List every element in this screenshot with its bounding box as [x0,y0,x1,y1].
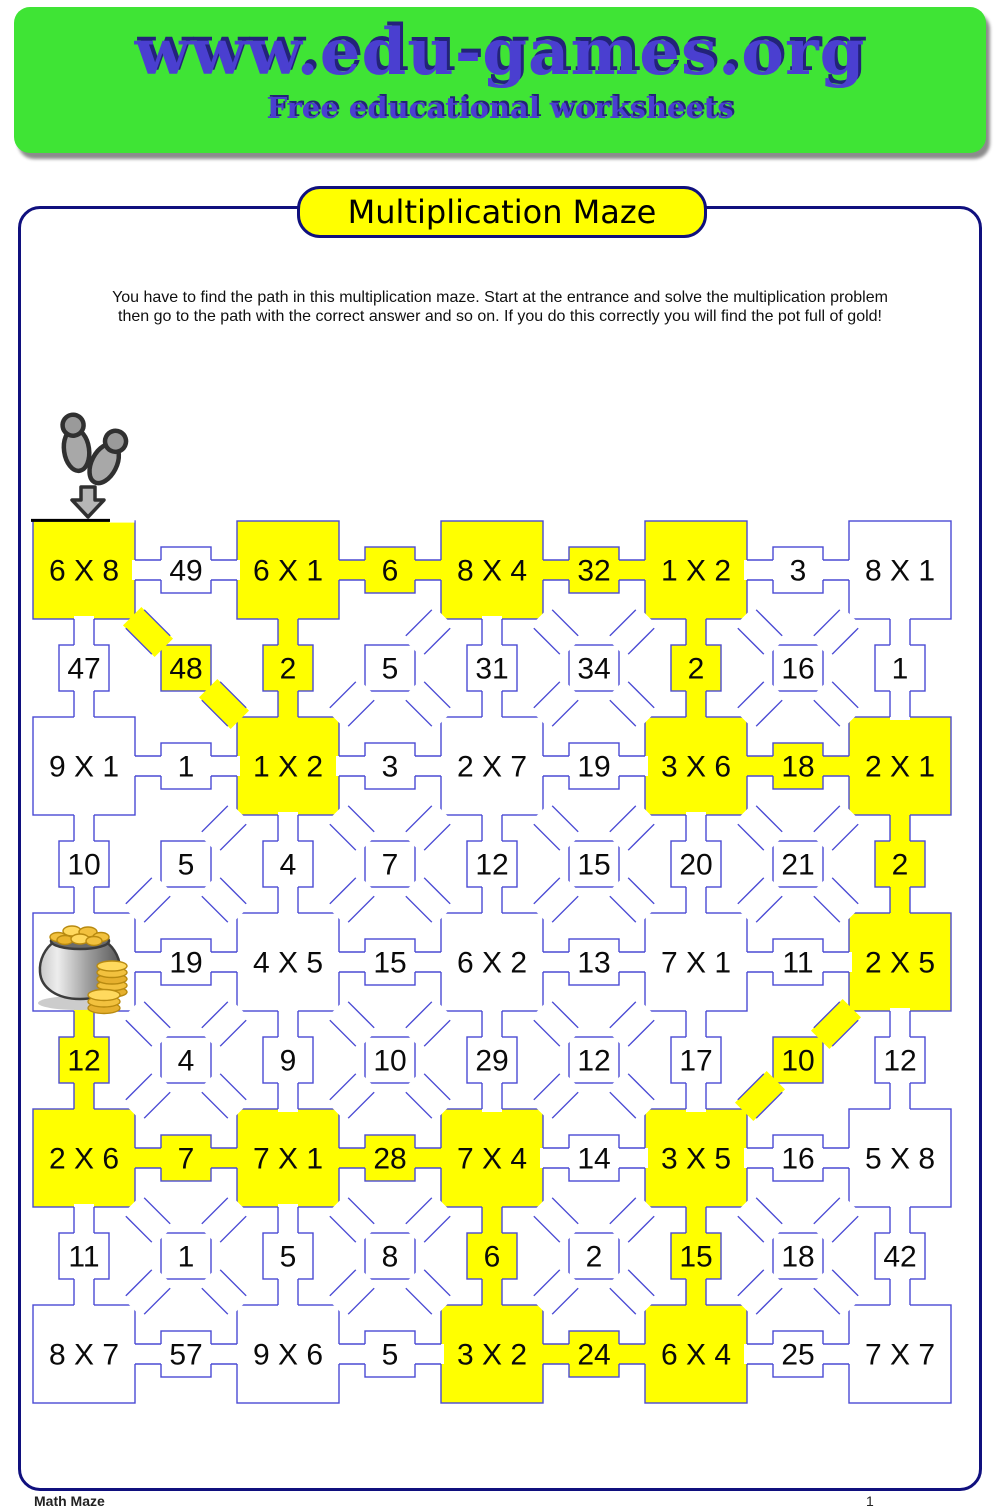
answer-label: 9 [279,1044,297,1078]
answer-label: 16 [781,1142,815,1176]
answer-label: 18 [781,750,815,784]
answer-label: 2 [279,652,297,686]
answer-label: 29 [475,1044,509,1078]
footer-page-number: 1 [866,1493,874,1509]
answer-label: 11 [782,946,814,980]
answer-label: 19 [169,946,203,980]
answer-label: 42 [883,1240,917,1274]
problem-label: 3 X 6 [660,750,732,784]
answer-label: 3 [381,750,399,784]
answer-label: 10 [781,1044,815,1078]
answer-label: 16 [781,652,815,686]
answer-label: 32 [577,554,611,588]
answer-label: 49 [169,554,203,588]
problem-label: 1 X 2 [252,750,324,784]
answer-label: 10 [373,1044,407,1078]
problem-label: 2 X 7 [456,750,528,784]
answer-label: 10 [67,848,101,882]
answer-label: 3 [789,554,807,588]
answer-label: 6 [381,554,399,588]
problem-label: 6 X 4 [660,1338,732,1372]
problem-label: 8 X 4 [456,554,528,588]
answer-label: 7 [381,848,399,882]
answer-label: 13 [577,946,611,980]
answer-label: 8 [381,1240,399,1274]
answer-label: 21 [781,848,815,882]
answer-label: 24 [577,1338,611,1372]
problem-label: 7 X 7 [864,1338,936,1372]
footer-title: Math Maze [34,1493,105,1509]
problem-label: 9 X 1 [48,750,120,784]
answer-label: 57 [169,1338,203,1372]
problem-label: 2 X 1 [864,750,936,784]
worksheet-title: Multiplication Maze [297,186,707,238]
answer-label: 2 [687,652,705,686]
answer-label: 14 [577,1142,611,1176]
problem-label: 6 X 8 [48,554,120,588]
answer-label: 12 [67,1044,101,1078]
problem-label: 7 X 4 [456,1142,528,1176]
problem-label: 2 X 5 [864,946,936,980]
answer-label: 1 [891,652,909,686]
answer-label: 31 [475,652,509,686]
problem-label: 7 X 1 [252,1142,324,1176]
answer-label: 20 [679,848,713,882]
problem-label: 4 X 5 [252,946,324,980]
answer-label: 4 [279,848,297,882]
answer-label: 5 [381,1338,399,1372]
problem-label: 6 X 1 [252,554,324,588]
answer-label: 17 [679,1044,713,1078]
problem-label: 3 X 2 [456,1338,528,1372]
answer-label: 1 [177,1240,195,1274]
answer-label: 15 [577,848,611,882]
answer-label: 19 [577,750,611,784]
problem-label: 9 X 6 [252,1338,324,1372]
answer-label: 1 [177,750,195,784]
maze-labels [49,555,935,1372]
answer-label: 5 [177,848,195,882]
answer-label: 12 [577,1044,611,1078]
site-tagline: Free educational worksheets [266,91,734,125]
problem-label: 2 X 6 [48,1142,120,1176]
problem-label: 6 X 2 [456,946,528,980]
answer-label: 15 [373,946,407,980]
answer-label: 4 [177,1044,195,1078]
problem-label: 8 X 1 [864,554,936,588]
answer-label: 2 [891,848,909,882]
problem-label: 3 X 5 [660,1142,732,1176]
answer-label: 2 [585,1240,603,1274]
problem-label: 1 X 2 [660,554,732,588]
answer-label: 7 [177,1142,195,1176]
answer-label: 12 [883,1044,917,1078]
answer-label: 48 [169,652,203,686]
answer-label: 34 [577,652,611,686]
problem-label: 7 X 1 [660,946,732,980]
answer-label: 11 [68,1240,100,1274]
answer-label: 28 [373,1142,407,1176]
answer-label: 25 [781,1338,815,1372]
answer-label: 15 [679,1240,713,1274]
instructions-line-2: then go to the path with the correct answer and so on. If you do this correctly you will find the pot full of gold! [118,308,882,325]
answer-label: 18 [781,1240,815,1274]
site-title: www.edu-games.org [134,15,866,90]
instructions-line-1: You have to find the path in this multiplication maze. Start at the entrance and solve the multiplication problem [112,289,888,306]
answer-label: 6 [483,1240,501,1274]
problem-label: 8 X 7 [48,1338,120,1372]
answer-label: 5 [381,652,399,686]
problem-label: 5 X 8 [864,1142,936,1176]
answer-label: 47 [67,652,101,686]
answer-label: 12 [475,848,509,882]
answer-label: 5 [279,1240,297,1274]
